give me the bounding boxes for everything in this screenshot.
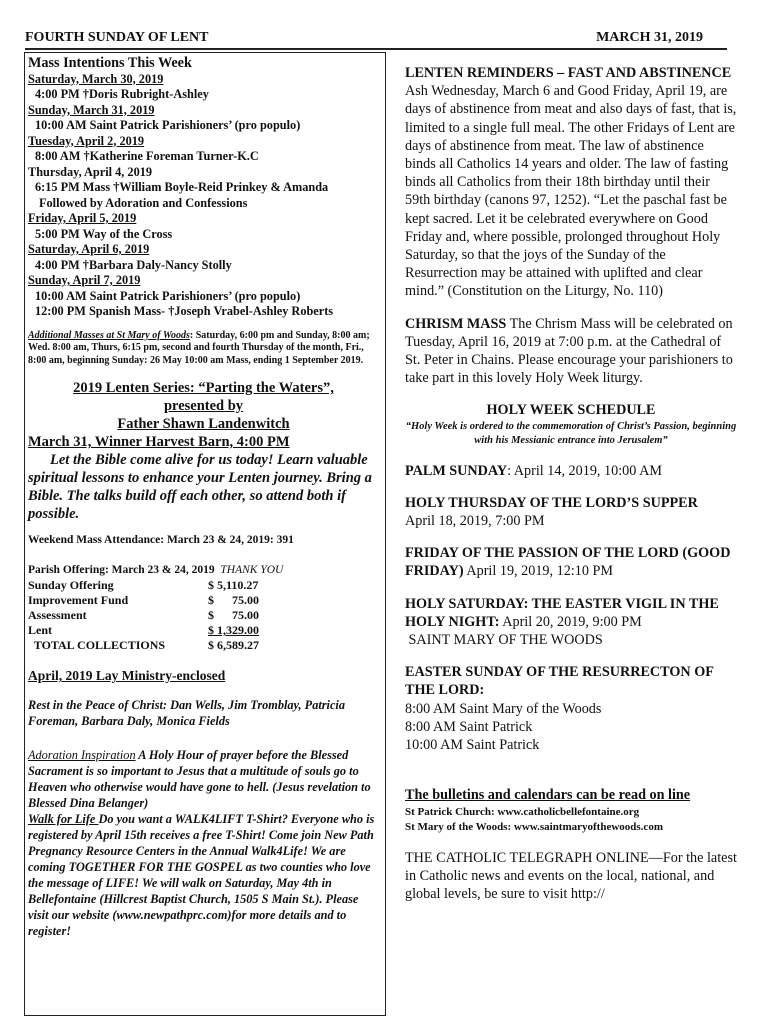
easter-time: 8:00 AM Saint Patrick <box>405 718 533 735</box>
mass-day: Tuesday, April 2, 2019 <box>28 133 145 148</box>
holy-saturday-title: HOLY SATURDAY: THE EASTER VIGIL IN THE HOLY NIGHT: <box>405 595 719 630</box>
chrism-mass-title: CHRISM MASS <box>405 315 507 332</box>
bulletins-st-patrick: St Patrick Church: www.catholicbellefontaine.org <box>405 805 640 818</box>
mass-line: 12:00 PM Spanish Mass- †Joseph Vrabel-Ashley Roberts <box>35 304 334 318</box>
offering-heading-text: Parish Offering: March 23 & 24, 2019 <box>28 563 215 576</box>
offering-row <box>28 608 259 623</box>
offering-label: Assessment <box>28 608 87 622</box>
mass-line: 6:15 PM Mass †William Boyle-Reid Prinkey & Amanda <box>35 180 329 194</box>
mass-intentions-title: Mass Intentions This Week <box>28 55 192 71</box>
lenten-reminders <box>405 64 737 301</box>
walk-text: Do you want a WALK4LIFT T-Shirt? Everyone who is registered by April 15th receives a free T-Shirt! Come join New Path Pregnancy Resource Centers in the Annual Walk4Life! We are coming TOGETHER FOR THE GOSPEL as two counties who love the message of LIFE! We will walk on Saturday, May 4th in Bellefontaine (Hillcrest Baptist Church, 1505 S Main St.). Please visit our website (www.newpathprc.com)for more details and to register! <box>28 812 375 938</box>
offering-label: Sunday Offering <box>28 578 114 592</box>
offering-amount: $ 6,589.27 <box>208 638 259 652</box>
mass-day: Friday, April 5, 2019 <box>28 211 137 225</box>
chrism-mass-body: The Chrism Mass will be celebrated on Tuesday, April 16, 2019 at 7:00 p.m. at the Cathedral of St. Peter in Chains. Please encourage your parishioners to take part in this lovely Holy Week liturgy. <box>405 315 733 387</box>
offering-amount: $ 5,110.27 <box>208 578 259 592</box>
holy-saturday-text: April 20, 2019, 9:00 PM <box>499 613 642 630</box>
header-date: MARCH 31, 2019 <box>596 30 703 45</box>
offering-row <box>28 638 259 653</box>
additional-masses <box>28 330 379 368</box>
rip-notice: Rest in the Peace of Christ: Dan Wells, Jim Tromblay, Patricia Foreman, Barbara Daly, Monica Fields <box>28 698 345 728</box>
bulletins-st-mary: St Mary of the Woods: www.saintmaryofthewoods.com <box>405 820 663 833</box>
holy-week-quote: “Holy Week is ordered to the commemoration of Christ’s Passion, beginning with his Messianic entrance into Jerusalem” <box>405 420 737 446</box>
offering-table <box>28 578 259 653</box>
mass-line: 5:00 PM Way of the Cross <box>35 226 173 241</box>
holy-week-title: HOLY WEEK SCHEDULE <box>486 402 656 419</box>
mass-line: 4:00 PM †Barbara Daly-Nancy Stolly <box>35 257 232 272</box>
offering-label: Lent <box>28 623 52 637</box>
lenten-series-title: 2019 Lenten Series: “Parting the Waters”, <box>73 380 334 396</box>
holy-saturday <box>405 595 737 631</box>
palm-sunday-title: PALM SUNDAY <box>405 462 508 479</box>
holy-saturday-place: SAINT MARY OF THE WOODS <box>405 632 603 649</box>
offering-amount: $ 1,329.00 <box>208 623 259 637</box>
additional-masses-text: : Saturday, 6:00 pm and Sunday, 8:00 am; Wed. 8:00 am, Thurs, 6:15 pm, second and fourth Thursday of the month, Fri., 8:00 am, beginning Sunday: 26 May 10:00 am Mass, ending 1 September 2019. <box>28 329 370 366</box>
thank-you: THANK YOU <box>220 563 284 576</box>
good-friday-text: April 19, 2019, 12:10 PM <box>463 563 613 580</box>
palm-sunday-text: : April 14, 2019, 10:00 AM <box>507 462 662 479</box>
offering-amount: $ 75.00 <box>208 608 259 622</box>
easter-title: EASTER SUNDAY OF THE RESURRECTON OF THE LORD: <box>405 664 714 699</box>
holy-thursday-title: HOLY THURSDAY OF THE LORD’S SUPPER <box>405 494 698 511</box>
header-title: FOURTH SUNDAY OF LENT <box>25 30 209 45</box>
bulletins-title: The bulletins and calendars can be read on line <box>405 787 691 804</box>
mass-day: Sunday, March 31, 2019 <box>28 102 155 117</box>
mass-attendance: Weekend Mass Attendance: March 23 & 24, 2019: 391 <box>28 534 294 546</box>
offering-label: TOTAL COLLECTIONS <box>28 638 166 652</box>
lenten-reminders-title: LENTEN REMINDERS – FAST AND ABSTINENCE <box>405 65 732 81</box>
mass-intentions-list <box>28 72 379 320</box>
offering-heading <box>28 563 379 579</box>
offering-amount: $ 75.00 <box>208 593 259 607</box>
mass-line: 10:00 AM Saint Patrick Parishioners’ (pro populo) <box>35 118 301 132</box>
adoration-inspiration <box>28 747 379 811</box>
easter-time: 10:00 AM Saint Patrick <box>405 737 540 754</box>
palm-sunday <box>405 462 737 480</box>
right-column <box>405 64 737 903</box>
adoration-text: A Holy Hour of prayer before the Blessed Sacrament is so important to Jesus that a multitude of souls go to Heaven who otherwise would have gone to hell. (Jesus revelation to Blessed Dina Belanger) <box>28 748 371 810</box>
left-column <box>24 52 386 1016</box>
offering-row <box>28 593 259 608</box>
mass-line: 8:00 AM †Katherine Foreman Turner-K.C <box>35 149 259 163</box>
lenten-series-presenter: Father Shawn Landenwitch <box>117 416 290 432</box>
lenten-series-presented: presented by <box>163 398 244 414</box>
walk-for-life <box>28 811 379 939</box>
mass-line: 4:00 PM †Doris Rubright-Ashley <box>35 87 209 101</box>
mass-line: Followed by Adoration and Confessions <box>39 195 248 210</box>
lenten-reminders-body: Ash Wednesday, March 6 and Good Friday, April 19, are days of abstinence from meat and also days of fast, that is, limited to a single full meal. The other Fridays of Lent are days of abstinence from meat. The law of abstinence binds all Catholics 14 years and older. The law of fasting binds all Catholics from their 18th birthday until their 59th birthday (canons 97, 1252). “Let the paschal fast be kept sacred. Let it be celebrated everywhere on Good Friday and, where possible, prolonged throughout Holy Saturday, so that the joys of the Sunday of the Resurrection may be attained with uplifted and clear mind.” (Constitution on the Liturgy, No. 110) <box>405 83 737 300</box>
adoration-label: Adoration Inspiration <box>28 748 136 762</box>
mass-day: Saturday, April 6, 2019 <box>28 242 150 256</box>
additional-masses-label: Additional Masses at St Mary of Woods <box>28 329 190 341</box>
mass-day: Thursday, April 4, 2019 <box>28 164 153 179</box>
lenten-series-body: Let the Bible come alive for us today! Learn valuable spiritual lessons to enhance your Lenten journey. Bring a Bible. The talks build off each other, so attend both if possible. <box>28 452 372 522</box>
chrism-mass <box>405 315 737 388</box>
offering-label: Improvement Fund <box>28 593 129 607</box>
page-header <box>25 30 727 50</box>
catholic-telegraph: THE CATHOLIC TELEGRAPH ONLINE—For the latest in Catholic news and events on the local, national, and global levels, be sure to visit http:// <box>405 849 737 902</box>
offering-row <box>28 578 259 593</box>
mass-day: Saturday, March 30, 2019 <box>28 71 164 86</box>
lenten-series-date: March 31, Winner Harvest Barn, 4:00 PM <box>28 434 290 450</box>
mass-day: Sunday, April 7, 2019 <box>28 273 141 287</box>
mass-line: 10:00 AM Saint Patrick Parishioners’ (pro populo) <box>35 288 301 303</box>
holy-thursday-text: April 18, 2019, 7:00 PM <box>405 513 545 530</box>
lay-ministry: April, 2019 Lay Ministry-enclosed <box>28 668 226 683</box>
offering-row <box>28 623 259 638</box>
good-friday <box>405 544 737 580</box>
walk-label: Walk for Life <box>28 812 99 826</box>
good-friday-title: FRIDAY OF THE PASSION OF THE LORD (GOOD FRIDAY) <box>405 545 731 580</box>
easter-time: 8:00 AM Saint Mary of the Woods <box>405 700 602 717</box>
